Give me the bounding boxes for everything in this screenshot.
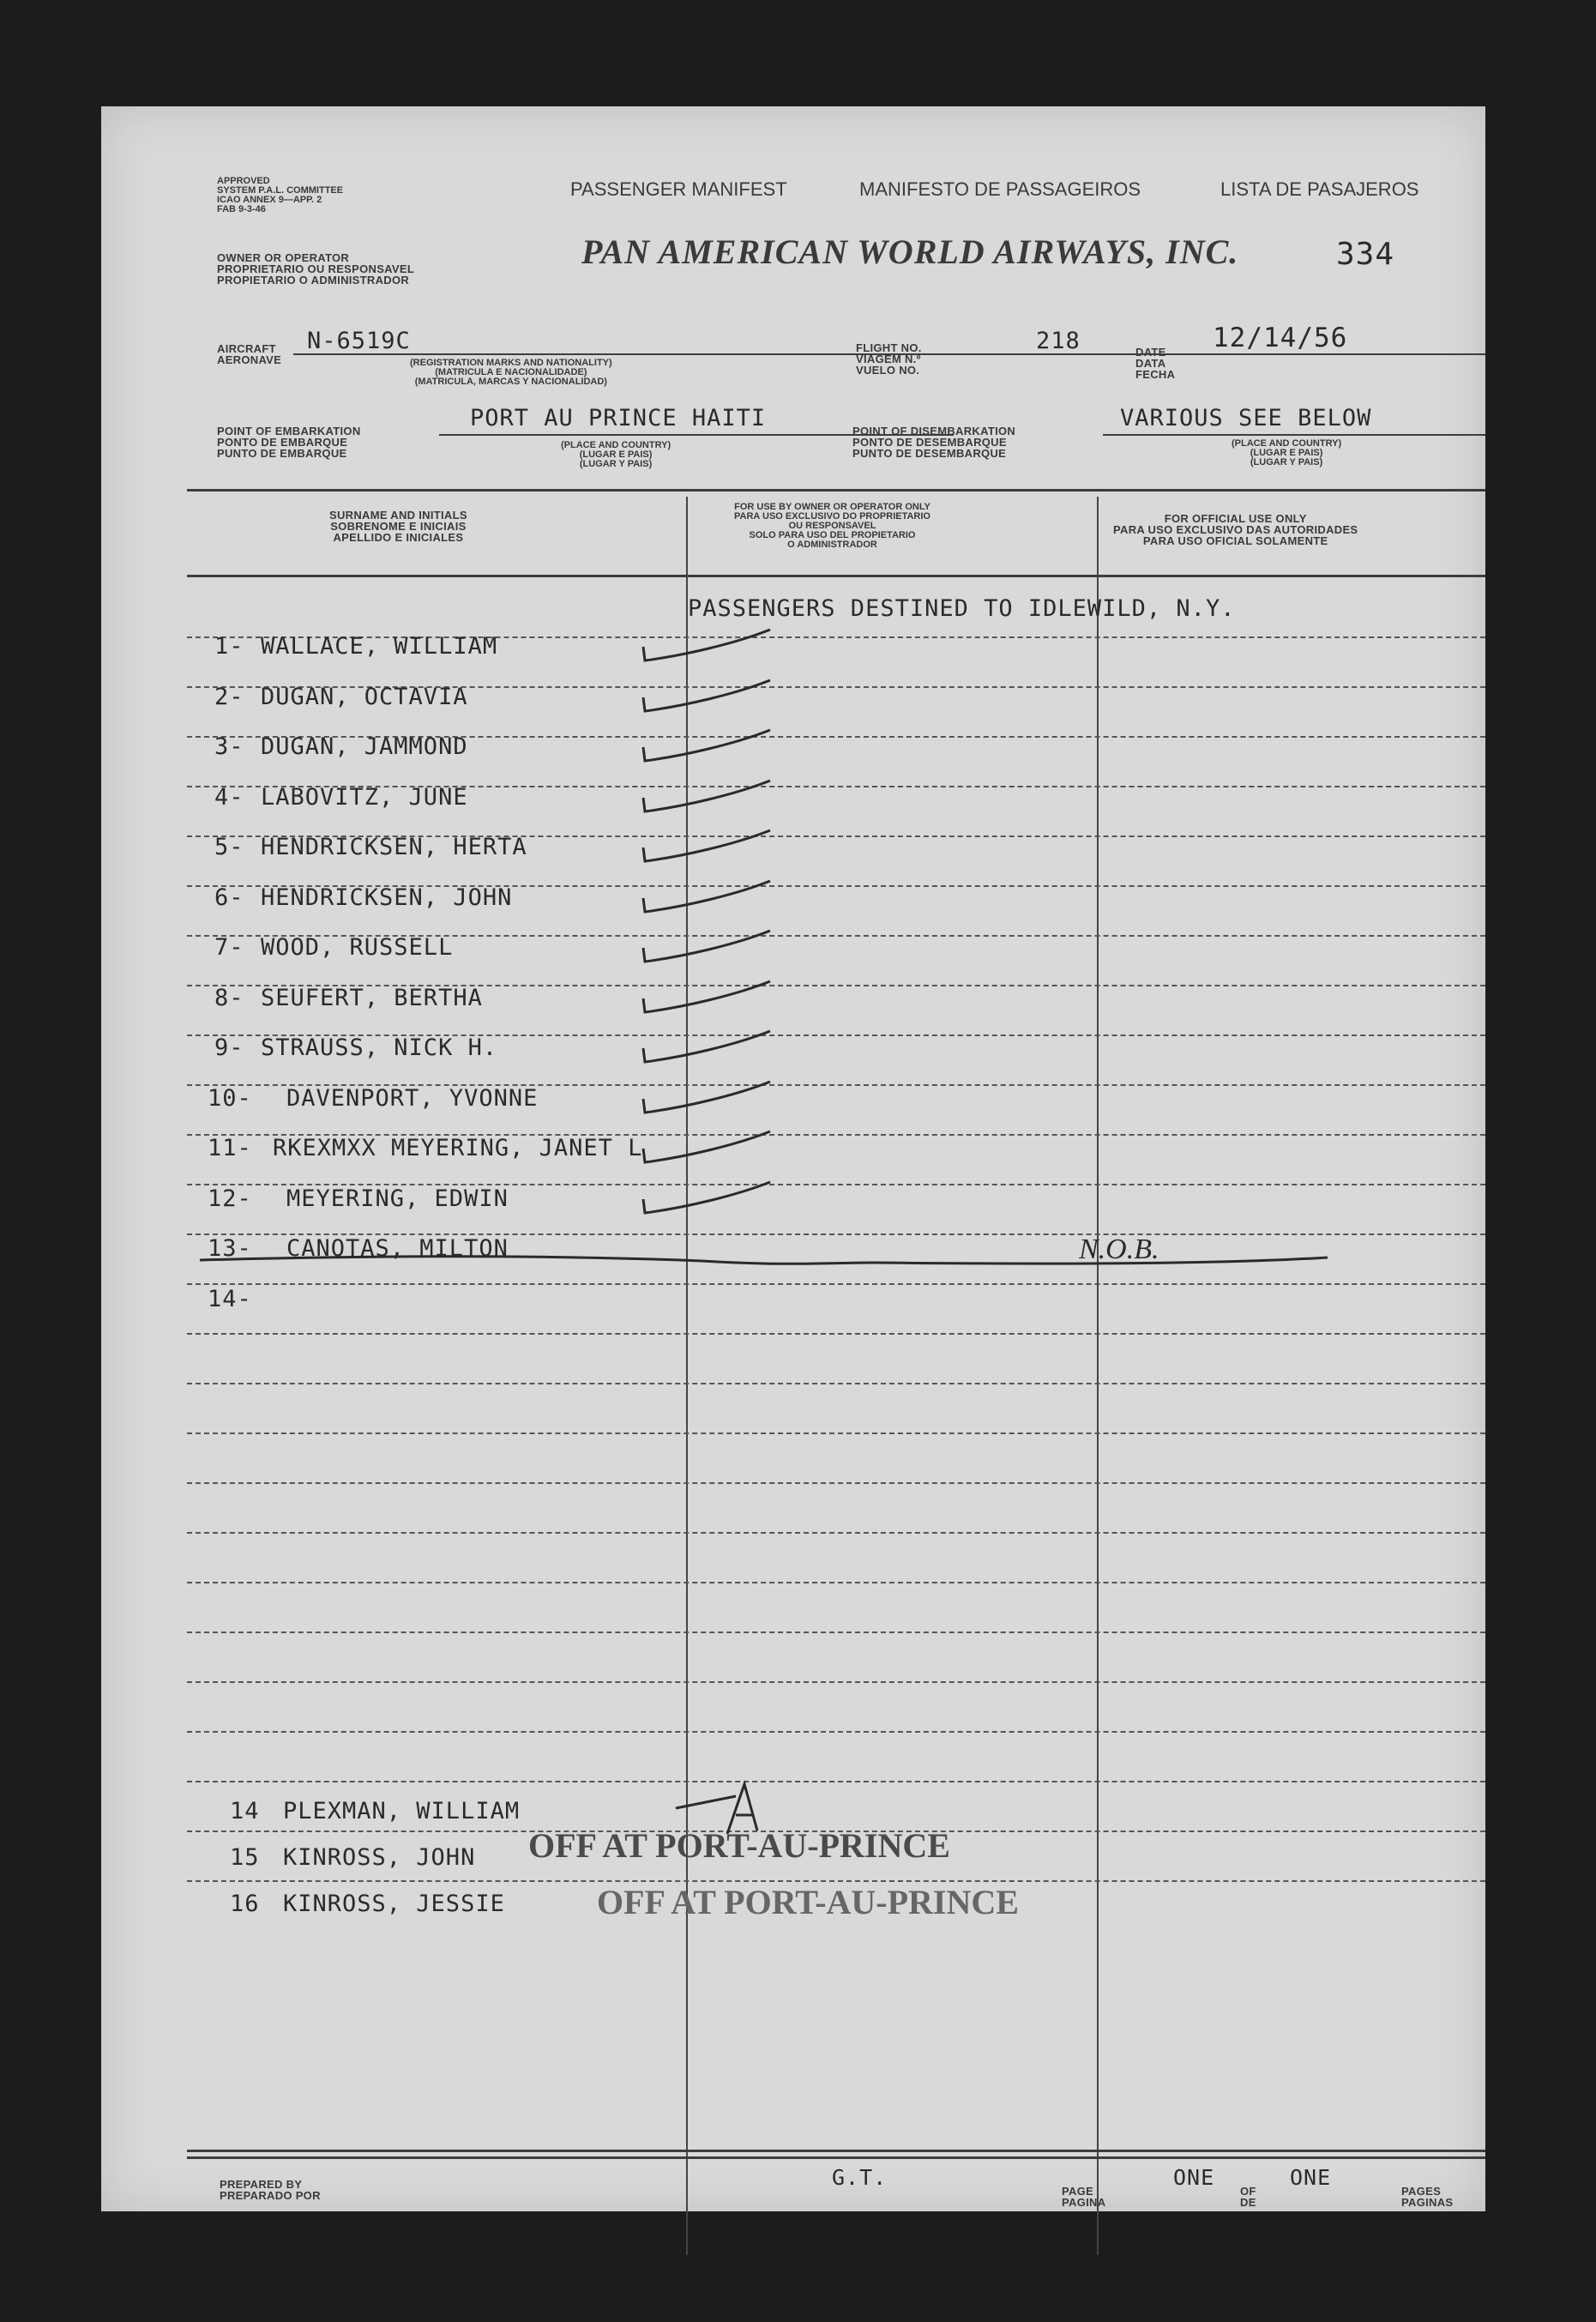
flight-underline bbox=[942, 353, 1485, 355]
title-en: PASSENGER MANIFEST bbox=[570, 178, 787, 200]
of-label-es: DE bbox=[1240, 2196, 1256, 2209]
pages-label bbox=[1401, 2186, 1453, 2208]
approval-block bbox=[217, 177, 343, 214]
disembarkation-underline bbox=[1103, 434, 1485, 436]
passenger-number: 3- bbox=[214, 733, 244, 760]
passenger-number: 6- bbox=[214, 884, 244, 911]
header-bottom-rule bbox=[187, 575, 1485, 577]
destination-note: PASSENGERS DESTINED TO IDLEWILD, N.Y. bbox=[688, 595, 1236, 622]
aircraft-note-en: (REGISTRATION MARKS AND NATIONALITY) bbox=[410, 358, 612, 368]
passenger-number: 9- bbox=[214, 1034, 244, 1061]
page-label-pt: PAGINA bbox=[1062, 2196, 1106, 2209]
nob-remark: N.O.B. bbox=[1079, 1233, 1159, 1265]
handwritten-mark bbox=[667, 1777, 770, 1837]
embarkation-label-pt: PONTO DE EMBARQUE bbox=[217, 436, 348, 449]
passenger-name: HENDRICKSEN, HERTA bbox=[261, 834, 527, 860]
manifest-page bbox=[101, 106, 1485, 2211]
passenger-number: 4- bbox=[214, 783, 244, 811]
col-owner-line: PARA USO EXCLUSIVO DO PROPRIETARIO bbox=[734, 511, 930, 522]
aircraft-underline bbox=[293, 353, 945, 355]
owner-label-pt: PROPRIETARIO OU RESPONSAVEL bbox=[217, 262, 415, 275]
embarkation-note-en: (PLACE AND COUNTRY) bbox=[561, 440, 672, 450]
ruled-line bbox=[187, 1482, 1485, 1484]
ruled-line bbox=[187, 1781, 1485, 1782]
of-value: ONE bbox=[1290, 2165, 1332, 2190]
flight-label-pt: VIAGEM N.º bbox=[856, 353, 921, 365]
aircraft-note-es: (MATRICULA, MARCAS Y NACIONALIDAD) bbox=[414, 377, 607, 387]
passenger-name: DAVENPORT, YVONNE bbox=[286, 1084, 539, 1112]
title-pt: MANIFESTO DE PASSAGEIROS bbox=[859, 178, 1141, 200]
ruled-line bbox=[187, 1532, 1485, 1534]
approval-line: FAB 9-3-46 bbox=[217, 204, 266, 214]
aircraft-label bbox=[217, 343, 281, 365]
embarkation-note-pt: (LUGAR E PAIS) bbox=[579, 449, 653, 460]
footer-rule-double bbox=[187, 2156, 1485, 2159]
aircraft-note bbox=[410, 359, 612, 387]
page-label-en: PAGE bbox=[1062, 2185, 1094, 2198]
disembarkation-label bbox=[852, 425, 1015, 459]
ruled-line bbox=[187, 1283, 1485, 1285]
date-label-en: DATE bbox=[1135, 346, 1166, 359]
col-divider-2 bbox=[1097, 497, 1099, 2255]
col-names-en: SURNAME AND INITIALS bbox=[329, 509, 467, 522]
date-label-es: FECHA bbox=[1135, 368, 1176, 381]
owner-label bbox=[217, 252, 414, 286]
strikethrough-line bbox=[187, 1230, 1388, 1282]
passenger-name: MEYERING, EDWIN bbox=[286, 1185, 509, 1212]
passenger-number: 13- bbox=[208, 1235, 252, 1262]
page-label bbox=[1062, 2186, 1105, 2208]
passenger-name: STRAUSS, NICK H. bbox=[261, 1034, 498, 1061]
col-header-names bbox=[329, 510, 467, 543]
ruled-line bbox=[187, 1383, 1485, 1384]
offload-name: KINROSS, JESSIE bbox=[283, 1891, 505, 1917]
owner-label-en: OWNER OR OPERATOR bbox=[217, 251, 350, 264]
disembarkation-note bbox=[1232, 439, 1341, 467]
passenger-name: LABOVITZ, JUNE bbox=[261, 783, 468, 811]
col-names-es: APELLIDO E INICIALES bbox=[333, 531, 464, 544]
offload-name: PLEXMAN, WILLIAM bbox=[283, 1798, 521, 1824]
flight-value: 218 bbox=[1036, 328, 1081, 354]
offload-number: 15 bbox=[230, 1844, 260, 1871]
passenger-name: WALLACE, WILLIAM bbox=[261, 633, 498, 660]
disembarkation-value: VARIOUS SEE BELOW bbox=[1120, 405, 1372, 431]
ruled-line bbox=[187, 1681, 1485, 1683]
passenger-number: 11- bbox=[208, 1135, 252, 1161]
passenger-name: HENDRICKSEN, JOHN bbox=[261, 884, 513, 911]
embarkation-label bbox=[217, 425, 361, 459]
prepared-label bbox=[220, 2179, 321, 2201]
passenger-name: SEUFERT, BERTHA bbox=[261, 984, 483, 1011]
passenger-number: 2- bbox=[214, 683, 244, 710]
page-value: ONE bbox=[1173, 2165, 1215, 2190]
offload-name: KINROSS, JOHN bbox=[283, 1844, 476, 1871]
disembarkation-label-en: POINT OF DISEMBARKATION bbox=[852, 425, 1016, 437]
checkmark-icon bbox=[633, 1173, 787, 1233]
aircraft-note-pt: (MATRICULA E NACIONALIDADE) bbox=[435, 367, 587, 377]
embarkation-value: PORT AU PRINCE HAITI bbox=[470, 405, 767, 431]
of-label bbox=[1240, 2186, 1256, 2208]
prepared-label-en: PREPARED BY bbox=[220, 2178, 303, 2191]
col-owner-line: FOR USE BY OWNER OR OPERATOR ONLY bbox=[734, 502, 930, 512]
prepared-value: G.T. bbox=[832, 2165, 888, 2190]
passenger-number: 8- bbox=[214, 984, 244, 1011]
col-official-en: FOR OFFICIAL USE ONLY bbox=[1164, 512, 1307, 525]
passenger-name: RKEXMXX MEYERING, JANET L bbox=[273, 1135, 643, 1161]
passenger-number: 10- bbox=[208, 1084, 252, 1112]
passenger-number: 5- bbox=[214, 834, 244, 860]
embarkation-note bbox=[561, 441, 671, 469]
col-header-official bbox=[1113, 513, 1358, 546]
ruled-line bbox=[187, 1582, 1485, 1583]
embarkation-note-es: (LUGAR Y PAIS) bbox=[579, 459, 653, 469]
approval-line: SYSTEM P.A.L. COMMITTEE bbox=[217, 185, 344, 196]
approval-line: ICAO ANNEX 9—APP. 2 bbox=[217, 195, 322, 205]
pages-label-en: PAGES bbox=[1401, 2185, 1442, 2198]
offload-stamp: OFF AT PORT-AU-PRINCE bbox=[528, 1826, 950, 1865]
col-header-owner bbox=[734, 503, 930, 550]
ruled-line bbox=[187, 1333, 1485, 1335]
col-official-pt: PARA USO EXCLUSIVO DAS AUTORIDADES bbox=[1113, 523, 1358, 536]
passenger-number: 1- bbox=[214, 633, 244, 660]
passenger-name: WOOD, RUSSELL bbox=[261, 934, 454, 961]
flight-label-es: VUELO NO. bbox=[856, 364, 920, 377]
aircraft-value: N-6519C bbox=[307, 328, 411, 354]
offload-number: 16 bbox=[230, 1891, 260, 1917]
col-owner-line: O ADMINISTRADOR bbox=[787, 540, 877, 550]
ruled-line bbox=[187, 1731, 1485, 1733]
disembarkation-note-es: (LUGAR Y PAIS) bbox=[1250, 457, 1323, 467]
passenger-name: CANOTAS, MILTON bbox=[286, 1235, 509, 1262]
prepared-label-es: PREPARADO POR bbox=[220, 2189, 321, 2202]
aircraft-label-en: AIRCRAFT bbox=[217, 342, 276, 355]
passenger-number: 7- bbox=[214, 934, 244, 961]
ruled-line bbox=[187, 1432, 1485, 1434]
disembarkation-note-pt: (LUGAR E PAIS) bbox=[1250, 448, 1323, 458]
aircraft-label-pt: AERONAVE bbox=[217, 353, 282, 366]
col-names-pt: SOBRENOME E INICIAIS bbox=[330, 520, 467, 533]
col-owner-line: OU RESPONSAVEL bbox=[788, 521, 876, 531]
footer-rule bbox=[187, 2150, 1485, 2152]
of-label-en: OF bbox=[1240, 2185, 1256, 2198]
embarkation-label-en: POINT OF EMBARKATION bbox=[217, 425, 361, 437]
col-owner-line: SOLO PARA USO DEL PROPIETARIO bbox=[749, 530, 916, 540]
airline-name: PAN AMERICAN WORLD AIRWAYS, INC. bbox=[581, 232, 1239, 271]
passenger-number: 14- bbox=[208, 1285, 252, 1312]
date-label-pt: DATA bbox=[1135, 357, 1166, 370]
offload-number: 14 bbox=[230, 1798, 260, 1824]
flight-label bbox=[856, 342, 922, 376]
offload-stamp: OFF AT PORT-AU-PRINCE bbox=[597, 1883, 1019, 1921]
embarkation-label-es: PUNTO DE EMBARQUE bbox=[217, 447, 347, 460]
owner-label-es: PROPIETARIO O ADMINISTRADOR bbox=[217, 274, 410, 286]
title-es: LISTA DE PASAJEROS bbox=[1220, 178, 1419, 200]
disembarkation-note-en: (PLACE AND COUNTRY) bbox=[1232, 438, 1342, 449]
table-top-rule bbox=[187, 489, 1485, 492]
disembarkation-label-es: PUNTO DE DESEMBARQUE bbox=[852, 447, 1007, 460]
date-value: 12/14/56 bbox=[1213, 323, 1348, 353]
passenger-name: DUGAN, JAMMOND bbox=[261, 733, 468, 760]
passenger-number: 12- bbox=[208, 1185, 252, 1212]
flight-label-en: FLIGHT NO. bbox=[856, 341, 922, 354]
disembarkation-label-pt: PONTO DE DESEMBARQUE bbox=[852, 436, 1007, 449]
pages-label-es: PAGINAS bbox=[1401, 2196, 1454, 2209]
page-number: 334 bbox=[1336, 237, 1395, 272]
passenger-name: DUGAN, OCTAVIA bbox=[261, 683, 468, 710]
approval-line: APPROVED bbox=[217, 176, 270, 186]
col-official-es: PARA USO OFICIAL SOLAMENTE bbox=[1142, 534, 1328, 547]
ruled-line bbox=[187, 1631, 1485, 1633]
date-label bbox=[1135, 347, 1175, 380]
